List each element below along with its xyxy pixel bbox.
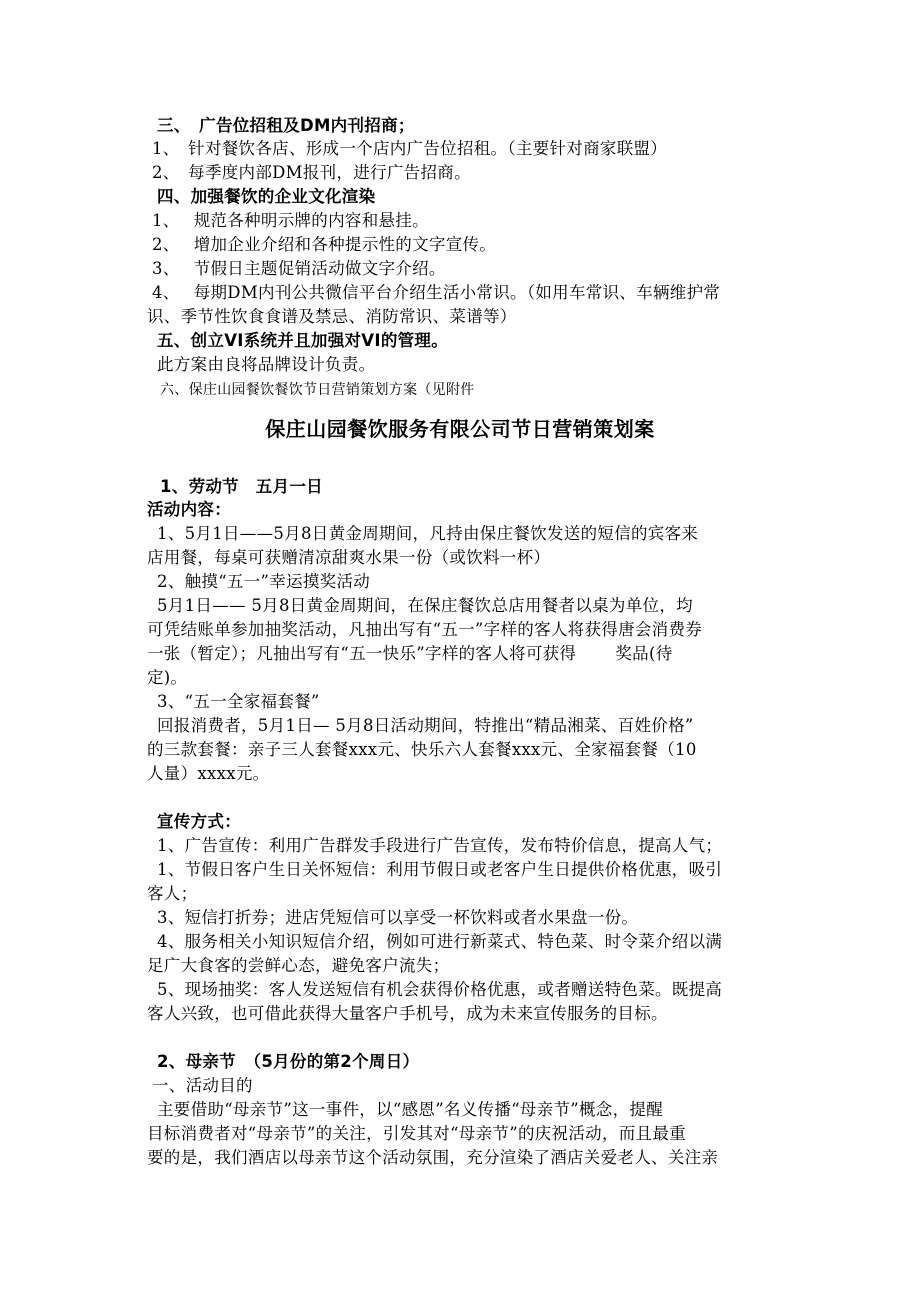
section5-body: 此方案由良将品牌设计负责。 <box>157 355 376 374</box>
promo-line-6: 足广大食客的尝鲜心态，避免客户流失； <box>147 956 450 975</box>
section4-item-2: 2、 增加企业介绍和各种提示性的文字宣传。 <box>152 235 497 254</box>
document-title: 保庄山园餐饮服务有限公司节日营销策划案 <box>265 417 655 441</box>
labor-line-8: 3、“五一全家福套餐” <box>157 692 320 711</box>
mothers-line-1: 主要借助“母亲节”这一事件，以“感恩”名义传播“母亲节”概念，提醒 <box>157 1100 664 1119</box>
section5-heading: 五、创立VI系统并且加强对VI的管理。 <box>157 331 449 350</box>
promo-line-8: 客人兴致，也可借此获得大量客户手机号，成为未来宣传服务的目标。 <box>147 1004 668 1023</box>
section3-heading: 三、 广告位招租及DM内刊招商； <box>157 116 415 135</box>
mothers-line-3: 要的是，我们酒店以母亲节这个活动氛围，充分渲染了酒店关爱老人、关注亲 <box>147 1148 719 1167</box>
section4-heading: 四、加强餐饮的企业文化渲染 <box>157 187 376 206</box>
section3-item-2: 2、 每季度内部DM报刊，进行广告招商。 <box>152 163 471 182</box>
labor-line-10: 的三款套餐：亲子三人套餐xxx元、快乐六人套餐xxx元、全家福套餐（10 <box>147 740 697 759</box>
labor-line-7: 定)。 <box>147 668 188 687</box>
promo-line-5: 4、服务相关小知识短信介绍，例如可进行新菜式、特色菜、时令菜介绍以满 <box>157 932 723 951</box>
section6-heading: 六、保庄山园餐饮餐饮节日营销策划方案（见附件 <box>160 382 475 398</box>
section4-item-4: 4、 每期DM内刊公共微信平台介绍生活小常识。（如用车常识、车辆维护常 <box>152 283 721 302</box>
labor-line-6: 一张（暂定）；凡抽出写有“五一快乐”字样的客人将可获得 奖品(待 <box>147 644 673 663</box>
promo-line-1: 1、广告宣传：利用广告群发手段进行广告宣传，发布特价信息，提高人气； <box>157 836 723 855</box>
promo-label: 宣传方式： <box>157 812 241 831</box>
labor-day-heading: 1、劳动节 五月一日 <box>160 477 323 496</box>
labor-line-3: 2、触摸“五一”幸运摸奖活动 <box>157 572 371 591</box>
labor-line-2: 店用餐，每桌可获赠清凉甜爽水果一份（或饮料一杯） <box>147 548 551 567</box>
mothers-day-sub: 一、活动目的 <box>152 1076 253 1095</box>
labor-line-11: 人量）xxxx元。 <box>147 764 270 783</box>
section4-item-4-cont: 识、季节性饮食食谱及禁忌、消防常识、菜谱等） <box>147 307 517 326</box>
activity-content-label: 活动内容： <box>147 500 231 519</box>
labor-line-9: 回报消费者，5月1日— 5月8日活动期间，特推出“精品湘菜、百姓价格” <box>157 716 694 735</box>
promo-line-3: 客人； <box>147 884 198 903</box>
labor-line-1: 1、5月1日——5月8日黄金周期间，凡持由保庄餐饮发送的短信的宾客来 <box>157 524 699 543</box>
promo-line-4: 3、短信打折券；进店凭短信可以享受一杯饮料或者水果盘一份。 <box>157 908 639 927</box>
mothers-line-2: 目标消费者对“母亲节”的关注，引发其对“母亲节”的庆祝活动，而且最重 <box>147 1124 686 1143</box>
section4-item-1: 1、 规范各种明示牌的内容和悬挂。 <box>152 211 429 230</box>
section3-item-1: 1、 针对餐饮各店、形成一个店内广告位招租。（主要针对商家联盟） <box>152 139 668 158</box>
mothers-day-heading: 2、母亲节 （5月份的第2个周日） <box>157 1052 420 1071</box>
promo-line-7: 5、现场抽奖：客人发送短信有机会获得价格优惠，或者赠送特色菜。既提高 <box>157 980 723 999</box>
labor-line-4: 5月1日—— 5月8日黄金周期间，在保庄餐饮总店用餐者以桌为单位，均 <box>157 596 693 615</box>
labor-line-5: 可凭结账单参加抽奖活动，凡抽出写有“五一”字样的客人将获得唐会消费券 <box>147 620 703 639</box>
promo-line-2: 1、节假日客户生日关怀短信：利用节假日或老客户生日提供价格优惠，吸引 <box>157 860 723 879</box>
section4-item-3: 3、 节假日主题促销活动做文字介绍。 <box>152 259 446 278</box>
